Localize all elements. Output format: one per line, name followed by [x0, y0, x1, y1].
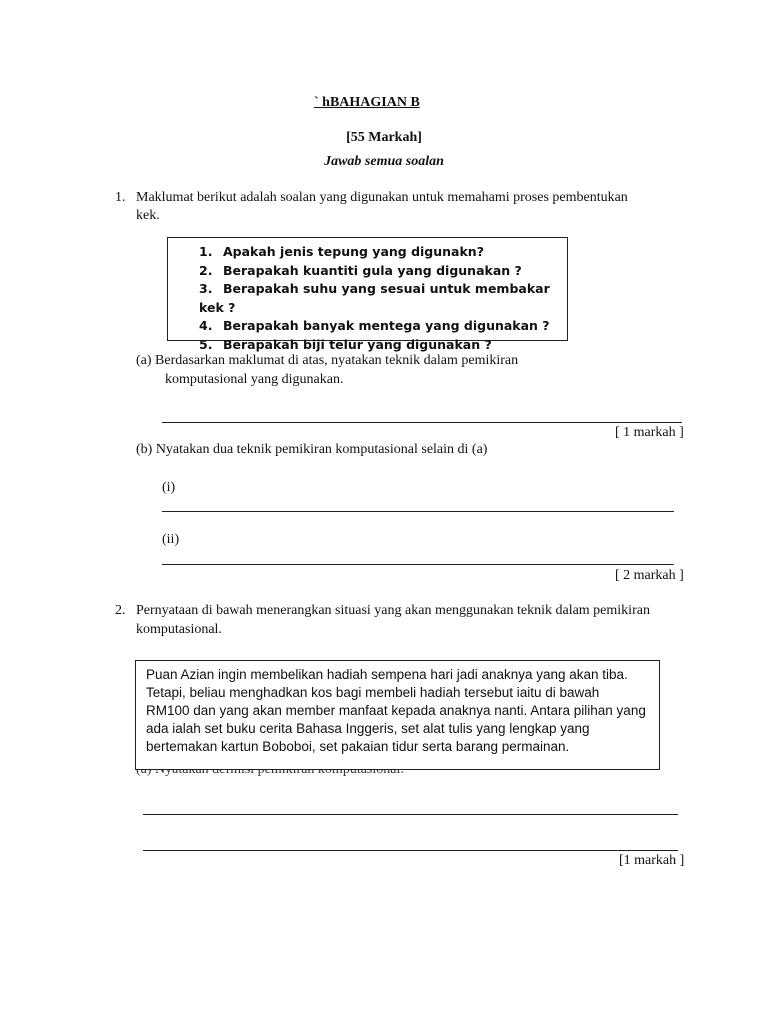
q1-text-line2: kek. [136, 208, 160, 223]
total-marks: [55 Markah] [346, 130, 422, 145]
q2a-marks: [1 markah ] [619, 853, 685, 868]
instruction-text: Jawab semua soalan [324, 154, 444, 169]
q1-question-list [199, 243, 567, 354]
list-item: 3. Berapakah suhu yang sesuai untuk membakar kek ? [199, 281, 550, 315]
section-title: ` hBAHAGIAN B [314, 95, 420, 110]
q2a-answer-line-2[interactable] [143, 850, 678, 851]
list-item: 2. Berapakah kuantiti gula yang digunakan ? [199, 262, 522, 278]
q1b-ii-answer-line[interactable] [162, 564, 674, 565]
q1a-text-line1: (a) Berdasarkan maklumat di atas, nyatakan teknik dalam pemikiran [136, 353, 519, 368]
q2a-answer-line-1[interactable] [143, 814, 678, 815]
q1b-i-label: (i) [162, 480, 176, 495]
situation-line: RM100 dan yang akan member manfaat kepada anaknya nanti. Antara pilihan yang [146, 703, 646, 718]
situation-line: bertemakan kartun Boboboi, set pakaian tidur serta barang permainan. [146, 739, 570, 754]
q1b-ii-label: (ii) [162, 532, 180, 547]
situation-line: ada ialah set buku cerita Bahasa Inggeris, set alat tulis yang lengkap yang [146, 721, 590, 736]
list-item: 5. Berapakah biji telur yang digunakan ? [199, 336, 492, 352]
q1-text-line1: Maklumat berikut adalah soalan yang digunakan untuk memahami proses pembentukan [136, 190, 628, 205]
q2-situation-box [135, 660, 660, 770]
q1b-marks: [ 2 markah ] [615, 568, 684, 583]
q1b-i-answer-line[interactable] [162, 511, 674, 512]
q1a-answer-line[interactable] [162, 422, 682, 423]
situation-line: Puan Azian ingin membelikan hadiah sempena hari jadi anaknya yang akan tiba. [146, 667, 628, 682]
q1b-text: (b) Nyatakan dua teknik pemikiran komputasional selain di (a) [136, 442, 488, 457]
situation-line: Tetapi, beliau menghadkan kos bagi membeli hadiah tersebut iaitu di bawah [146, 685, 600, 700]
q1a-text-line2: komputasional yang digunakan. [165, 372, 344, 387]
q2-number: 2. [115, 603, 126, 618]
q2-text-line2: komputasional. [136, 622, 222, 637]
q1-question-box [167, 237, 568, 352]
list-item: 4. Berapakah banyak mentega yang digunakan ? [199, 318, 550, 333]
q1-number: 1. [115, 190, 126, 205]
q2-text-line1: Pernyataan di bawah menerangkan situasi yang akan menggunakan teknik dalam pemikiran [136, 603, 650, 618]
q1a-marks: [ 1 markah ] [615, 425, 684, 440]
list-item: 1. Apakah jenis tepung yang digunakn? [199, 244, 484, 259]
